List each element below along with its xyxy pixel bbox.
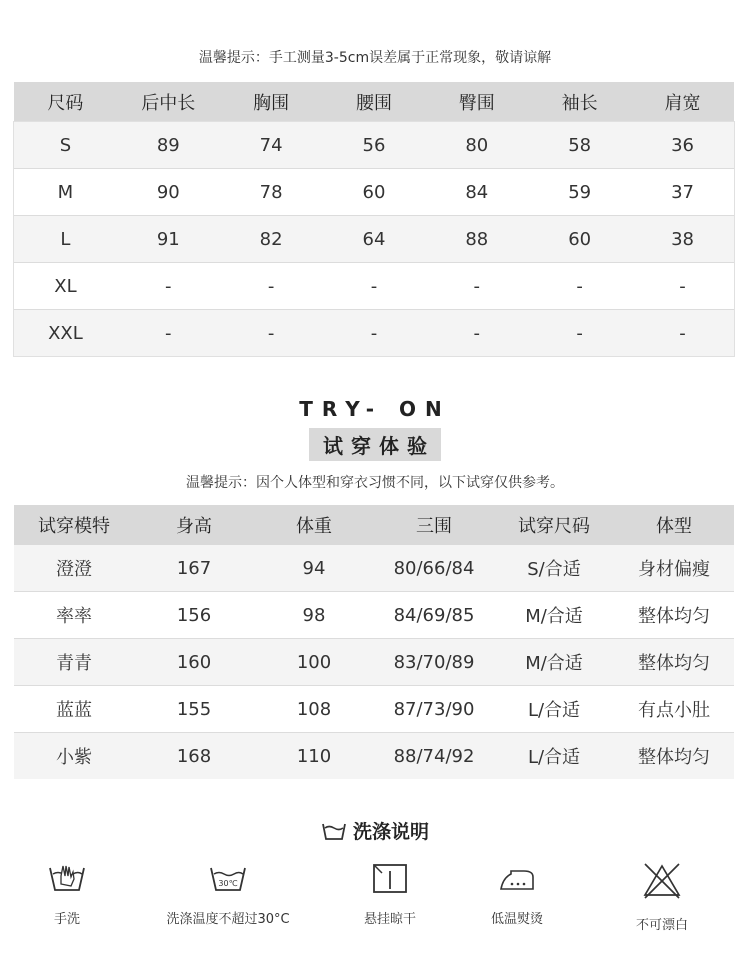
table-cell: - bbox=[117, 263, 220, 310]
table-cell: 36 bbox=[631, 122, 734, 169]
table-cell: 80 bbox=[425, 122, 528, 169]
table-cell: 110 bbox=[254, 733, 374, 780]
table-cell: 37 bbox=[631, 169, 734, 216]
header-cell: 腰围 bbox=[323, 82, 426, 122]
table-cell: S/合适 bbox=[494, 545, 614, 592]
header-cell: 试穿模特 bbox=[14, 505, 134, 545]
table-cell: 160 bbox=[134, 639, 254, 686]
table-cell: 84 bbox=[425, 169, 528, 216]
care-label: 不可漂白 bbox=[635, 918, 688, 933]
tryon-title: TRY- ON bbox=[299, 397, 451, 421]
header-cell: 尺码 bbox=[14, 82, 117, 122]
care-label: 洗涤温度不超过30°C bbox=[166, 912, 290, 927]
table-cell: 88/74/92 bbox=[374, 733, 494, 780]
table-cell: 蓝蓝 bbox=[14, 686, 134, 733]
care-label: 低温熨烫 bbox=[490, 912, 543, 927]
table-row bbox=[14, 263, 734, 310]
washtub-icon bbox=[321, 821, 347, 841]
tryon-notice: 温馨提示：因个人体型和穿衣习惯不同，以下试穿仅供参考。 bbox=[186, 475, 564, 491]
header-cell: 身高 bbox=[134, 505, 254, 545]
table-cell: 38 bbox=[631, 216, 734, 263]
table-cell: XL bbox=[14, 263, 117, 310]
table-cell: - bbox=[425, 310, 528, 357]
header-cell: 三围 bbox=[374, 505, 494, 545]
wash-30c-icon bbox=[208, 862, 248, 894]
no-bleach-icon bbox=[641, 862, 683, 900]
wash-temp-text: 30℃ bbox=[218, 879, 238, 888]
table-cell: 青青 bbox=[14, 639, 134, 686]
table-row bbox=[14, 733, 734, 780]
table-cell: 74 bbox=[220, 122, 323, 169]
table-cell: 84/69/85 bbox=[374, 592, 494, 639]
care-label: 悬挂晾干 bbox=[363, 912, 416, 927]
table-cell: 90 bbox=[117, 169, 220, 216]
hand-wash-icon bbox=[47, 862, 87, 894]
table-row bbox=[14, 122, 734, 169]
table-cell: - bbox=[528, 263, 631, 310]
washing-title-text: 洗涤说明 bbox=[352, 821, 429, 843]
table-cell: 80/66/84 bbox=[374, 545, 494, 592]
table-cell: 58 bbox=[528, 122, 631, 169]
header-cell: 胸围 bbox=[220, 82, 323, 122]
table-row bbox=[14, 639, 734, 686]
care-item-iron bbox=[437, 862, 597, 927]
table-cell: 60 bbox=[323, 169, 426, 216]
table-cell: - bbox=[528, 310, 631, 357]
table-cell: 78 bbox=[220, 169, 323, 216]
size-notice: 温馨提示：手工测量3-5cm误差属于正常现象，敬请谅解 bbox=[198, 50, 552, 66]
table-cell: 有点小肚 bbox=[614, 686, 734, 733]
header-cell: 袖长 bbox=[528, 82, 631, 122]
header-cell: 体型 bbox=[614, 505, 734, 545]
table-cell: 91 bbox=[117, 216, 220, 263]
table-cell: 89 bbox=[117, 122, 220, 169]
header-cell: 体重 bbox=[254, 505, 374, 545]
table-cell: - bbox=[323, 263, 426, 310]
size-table-header bbox=[14, 82, 734, 122]
line-dry-icon bbox=[370, 862, 410, 894]
table-cell: 94 bbox=[254, 545, 374, 592]
header-cell: 肩宽 bbox=[631, 82, 734, 122]
table-cell: - bbox=[117, 310, 220, 357]
table-row bbox=[14, 169, 734, 216]
table-cell: 身材偏瘦 bbox=[614, 545, 734, 592]
table-cell: M/合适 bbox=[494, 592, 614, 639]
iron-low-icon bbox=[497, 862, 537, 894]
table-cell: 60 bbox=[528, 216, 631, 263]
table-cell: 整体均匀 bbox=[614, 733, 734, 780]
table-cell: 88 bbox=[425, 216, 528, 263]
table-cell: 168 bbox=[134, 733, 254, 780]
table-cell: - bbox=[631, 263, 734, 310]
table-row bbox=[14, 216, 734, 263]
table-cell: 澄澄 bbox=[14, 545, 134, 592]
table-cell: 83/70/89 bbox=[374, 639, 494, 686]
table-cell: 整体均匀 bbox=[614, 639, 734, 686]
care-item-wash-30 bbox=[148, 862, 308, 927]
table-cell: - bbox=[425, 263, 528, 310]
table-cell: 155 bbox=[134, 686, 254, 733]
table-cell: 整体均匀 bbox=[614, 592, 734, 639]
table-cell: M/合适 bbox=[494, 639, 614, 686]
table-cell: M bbox=[14, 169, 117, 216]
tryon-table bbox=[14, 505, 734, 779]
tryon-table-header bbox=[14, 505, 734, 545]
table-cell: XXL bbox=[14, 310, 117, 357]
table-row bbox=[14, 592, 734, 639]
care-label: 手洗 bbox=[53, 912, 80, 927]
header-cell: 试穿尺码 bbox=[494, 505, 614, 545]
size-table bbox=[14, 82, 734, 356]
care-item-no-bleach bbox=[582, 862, 742, 933]
table-cell: 87/73/90 bbox=[374, 686, 494, 733]
table-cell: 56 bbox=[323, 122, 426, 169]
table-cell: 率率 bbox=[14, 592, 134, 639]
table-cell: L/合适 bbox=[494, 733, 614, 780]
table-row bbox=[14, 686, 734, 733]
table-cell: - bbox=[220, 263, 323, 310]
table-cell: L bbox=[14, 216, 117, 263]
table-cell: L/合适 bbox=[494, 686, 614, 733]
table-cell: 小紫 bbox=[14, 733, 134, 780]
table-cell: 108 bbox=[254, 686, 374, 733]
table-cell: - bbox=[631, 310, 734, 357]
washing-title bbox=[0, 817, 750, 844]
table-cell: - bbox=[323, 310, 426, 357]
table-cell: S bbox=[14, 122, 117, 169]
table-row bbox=[14, 545, 734, 592]
table-cell: 98 bbox=[254, 592, 374, 639]
table-row bbox=[14, 310, 734, 357]
table-cell: - bbox=[220, 310, 323, 357]
tryon-subtitle: 试穿体验 bbox=[309, 428, 441, 461]
table-cell: 100 bbox=[254, 639, 374, 686]
table-cell: 156 bbox=[134, 592, 254, 639]
header-cell: 后中长 bbox=[117, 82, 220, 122]
table-cell: 64 bbox=[323, 216, 426, 263]
table-cell: 59 bbox=[528, 169, 631, 216]
table-cell: 82 bbox=[220, 216, 323, 263]
header-cell: 臀围 bbox=[425, 82, 528, 122]
table-cell: 167 bbox=[134, 545, 254, 592]
care-item-hand-wash bbox=[0, 862, 147, 927]
